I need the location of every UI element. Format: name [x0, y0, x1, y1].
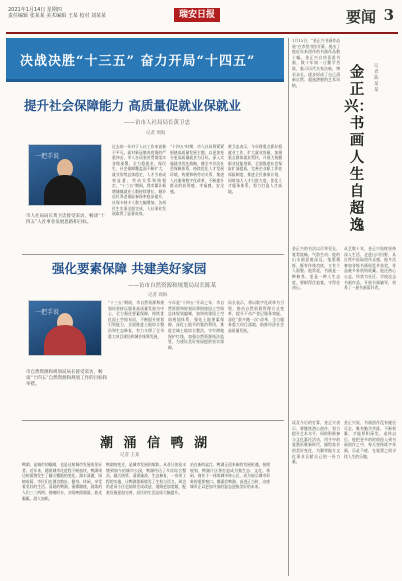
feature-body: 鸭湖的变迁，是城市发展的缩影。从昔日的臭水塘到如今的城市公园，鸭湖经历了多次综合整治。截污纳管、清淤疏浚、生态修复，一项项工程的实施，让鸭湖重新焕发了生机与活力。周边的老旧小区也陆续完成改造，道路更加宽敞，配套设施更加完善，居民的生活品质大幅提升。 — [106, 462, 186, 495]
divider — [22, 254, 284, 255]
masthead — [6, 4, 398, 34]
masthead-date: 2021年1月14日 星期四 — [8, 7, 62, 13]
column-byline: 记者 陈某某 — [374, 64, 379, 93]
column-body: 1月13日，“金正兴书画作品展”在市图书馆开幕，展出了他近年来创作的书画作品数十幅。金正兴自幼喜爱书画，数十年如一日勤学苦练，临习历代名家法帖，博采众长，逐步形成了自己清新自然、超逸洒脱的艺术风格。 — [292, 38, 340, 88]
column-body: 金正兴说，书画创作没有捷径可走，唯有勤学苦练、不断积累，才能厚积薄发。退休以后，他把更多的时间投入到书画创作之中，每天坚持练字作画，乐此不疲，在笔墨之间寻找人生的乐趣。 — [344, 420, 396, 459]
section-name: 要闻 — [345, 8, 376, 26]
page-number: 3 — [383, 6, 394, 24]
column-title: 金正兴：书画人生自超逸 — [344, 64, 373, 234]
feature-byline: 记者 王某 — [120, 453, 140, 458]
masthead-info — [8, 7, 118, 19]
article1-caption: 市人社局局长黄卫忠接受采访，畅谈“十四五”人社事业发展思路和目标。 — [26, 214, 105, 225]
column-body: 金正兴的书法以行草见长，笔势流畅，气韵生动；他的山水画意境深远，笔墨精炼，既有传统功底，又有个人面貌。他常说，书画是一种修养，更是一种人生态度，要耐得住寂寞，守得住初心。 — [292, 246, 340, 291]
photo-sign: 一把手说 — [35, 153, 60, 160]
article1-body: 过去的一年对于人社工作来说极不平凡。面对新冠肺炎疫情的严重冲击，市人社局坚决贯彻落实各级部署，全力稳就业、保民生，社会保障覆盖面不断扩大，就业形势总体稳定，人才引育成效显著，劳动关系和谐稳定。“十三五”期间，我市累计新增城镇就业人数持续增长，城乡居民养老保险参保率稳步提升，社保卡持卡人数大幅增加，各项民生实事全面完成，人社事业发展取得了显著成效。 — [112, 144, 166, 217]
banner-text: 决战决胜“十三五” 奋力开局“十四五” — [20, 54, 256, 69]
feature-body: 鸭湖，是城市的眼睛，也是这座城市发展的见证者。近年来，随着城市化进程不断加快，鸭湖周边的面貌发生了翻天覆地的变化。湖水清澈，绿树成荫，市民们在湖边散步、健身、休闲，享受着美好的生活。清晨的鸭湖，薄雾缭绕，晨练的人们三三两两；傍晚时分，夕阳映照湖面，波光粼粼，游人如织。 — [22, 462, 102, 501]
article2-caption: 市自然资源和规划局局长接受采访，畅谈“十四五”自然资源和规划工作的目标和举措。 — [26, 370, 108, 387]
article2-body: 局长表示，将以数字化改革为引领，推动自然资源管理方式变革，提升不动产登记服务效能，深化“最多跑一次”改革，全力服务重大项目落地，助推经济社会高质量发展。 — [228, 300, 284, 333]
article2-title: 强化要素保障 共建美好家园 — [52, 261, 207, 276]
article2-body: 今年是“十四五”开局之年，市自然资源和规划局将围绕国土空间总体规划编制，加快构建国土空间规划体系，强化土地要素保障，深化土地节约集约利用，推进全域土地综合整治，守牢耕地保护红线，加强自然资源执法监管，为建设美好家园提供坚实保障。 — [168, 300, 224, 350]
column-body: 从艺数十年，金正兴始终坚持深入生活，走进山川田野，从自然中汲取创作灵感。他多次参加各级书画展览并获奖，作品被多家机构收藏。他还热心公益，经常为社区、学校送去书画作品，开展书画辅导，培养了一批书画爱好者。 — [344, 246, 396, 291]
column-body: 谈及今后的打算，金正兴表示，将继续潜心创作，努力提升艺术水平，同时积极参与文化惠民活动，用手中的笔墨讴歌新时代，描绘家乡的美好变化，为繁荣地方文化事业贡献自己的一份力量。 — [292, 420, 340, 465]
paper-logo: 瑞安日报 — [174, 8, 220, 22]
photo-sign: 一把手说 — [35, 309, 60, 316]
banner-underline — [6, 79, 284, 82]
article1-byline: 记者 周海 — [146, 131, 166, 136]
article1-body: 黄卫忠表示，今年将重点抓好稳就业工作，扩大就业容量，加强重点群体就业帮扶，开展大规模职业技能培训，全面推进社会保险扩面提质，完善企业职工养老保险制度，推进全民参保计划，同时加大人才引进力度，优化人才服务体系，努力打造人才高地。 — [228, 144, 282, 194]
portrait-body — [44, 325, 86, 355]
portrait-body — [44, 175, 86, 205]
feature-title: 潮 涌 信 鸭 湖 — [100, 436, 211, 451]
article1-body: “十四五”时期，市人社局将紧紧围绕高质量发展主题，以更加充分更高质量就业为目标，深入实施就业优先战略，健全多层次社会保障体系，持续优化人才发展环境，构建和谐劳动关系，推进人社服务数字化改革，不断提升群众的获得感、幸福感、安全感。 — [170, 144, 224, 194]
topic-banner — [6, 38, 284, 82]
column-divider — [288, 38, 289, 576]
article1-photo — [28, 144, 102, 206]
masthead-editors: 责任编辑 张某某 美术编辑 王某 校对 刘某某 — [8, 13, 106, 19]
article2-byline: 记者 周海 — [148, 293, 168, 298]
article2-photo — [28, 300, 102, 356]
article1-title: 提升社会保障能力 高质量促就业保就业 — [24, 98, 241, 113]
divider — [22, 420, 284, 421]
article2-subtitle: ——访市自然资源和规划局局长陈某 — [128, 283, 217, 289]
article1-subtitle: ——访市人社局局长黄卫忠 — [124, 120, 191, 126]
feature-body: 站在新的起点，鸭湖正迎来新的发展机遇。按照规划，鸭湖片区将打造成为集生态、文化、休闲、商业于一体的城市核心区，成为展示城市形象的重要窗口。潮涌信鸭湖，奋进正当时，这座城市正以更加开放的姿态迎接美好的未来。 — [190, 462, 270, 490]
article2-body: “十三五”期间，市自然资源和规划局坚持以服务高质量发展为中心，全力强化要素保障，持续优化国土空间布局，不断提升规划引领能力，全面推进土地综合整治和生态修复，有力支撑了全市重大项目建设和城乡统筹发展。 — [108, 300, 164, 339]
